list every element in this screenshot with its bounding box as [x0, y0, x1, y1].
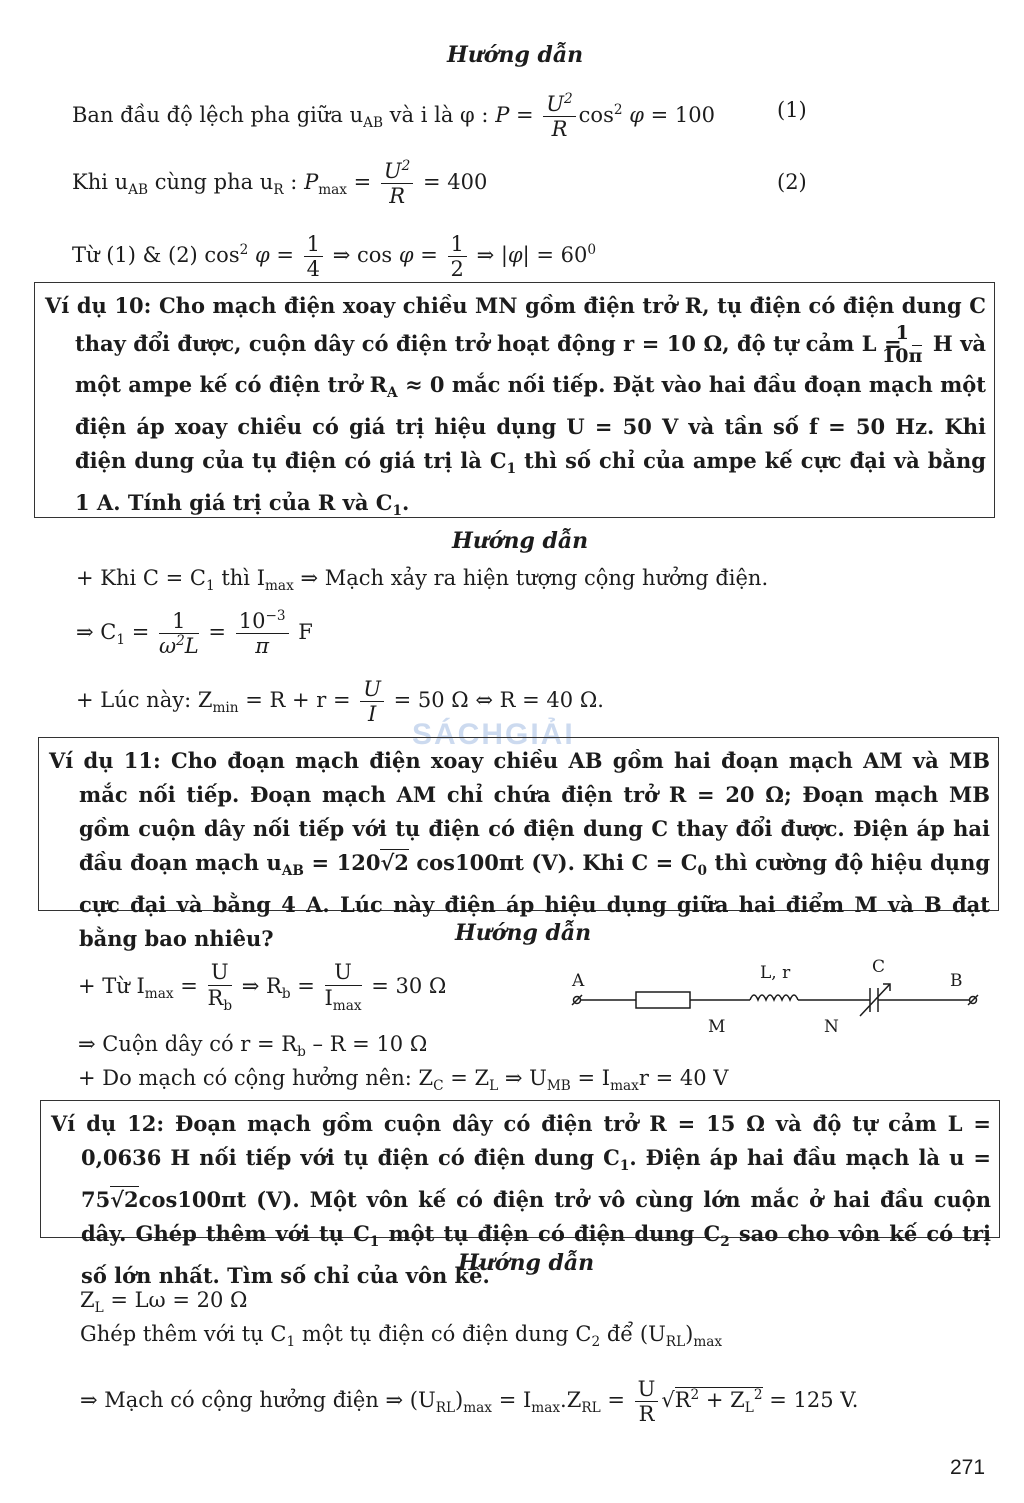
- text: ⇒ U: [504, 1066, 547, 1090]
- text: = Lω = 20 Ω: [110, 1288, 248, 1312]
- text: và i là φ :: [389, 103, 489, 127]
- sol12-line1: $Z_L = L\omega = 20$ Ω: [80, 1288, 248, 1317]
- node-label-m: M: [708, 1017, 726, 1037]
- watermark-logo: SÁCHGIẢI: [412, 718, 575, 751]
- text: Ban đầu độ lệch pha giữa u: [72, 103, 364, 127]
- node-label-b: B: [950, 971, 963, 991]
- text: Từ (1) & (2): [72, 243, 198, 267]
- capacitor-label: C: [872, 957, 886, 977]
- text: ⇒ Cuộn dây có r = R: [78, 1032, 298, 1056]
- text: một tụ điện có điện dung C: [388, 1221, 721, 1247]
- equation-tag: (1): [777, 98, 807, 122]
- section-heading: Hướng dẫn: [452, 528, 589, 554]
- text: Cho đoạn mạch điện xoay chiều AB gồm hai đoạn mạch AM và MB mắc nối tiếp. Đoạn mạch AM chỉ chứa điện trở R = 20 Ω; Đoạn mạch MB gồm cuộn dây nối tiếp với tụ điện có điện dung C thay đổi được. Điện áp hai đầu đoạn mạch u: [79, 748, 990, 875]
- text: = Z: [450, 1066, 490, 1090]
- page-number: 271: [950, 1456, 986, 1479]
- text: = 125 V.: [769, 1388, 859, 1412]
- inductor-coil-symbol: [750, 995, 798, 1000]
- text: =: [607, 1388, 625, 1412]
- text: .: [402, 490, 410, 516]
- text: = R + r =: [245, 688, 351, 712]
- section-heading: Hướng dẫn: [458, 1250, 595, 1276]
- text: H và một ampe kế có điện trở R: [75, 330, 987, 397]
- example-10-box: [34, 282, 995, 518]
- section-heading: Hướng dẫn: [455, 920, 592, 946]
- text: thì cường độ hiệu dụng cực đại và bằng 4 A. Lúc này điện áp hiệu dụng giữa hai điểm M và B đạt bằng bao nhiêu?: [79, 850, 991, 952]
- text: + Lúc này: Z: [76, 688, 213, 712]
- subscript: AB: [363, 115, 383, 132]
- node-label-n: N: [824, 1017, 839, 1037]
- text: ⇒ C: [76, 620, 117, 644]
- text: ≈ 0 mắc nối tiếp. Đặt vào hai đầu đoạn mạch một điện áp xoay chiều có giá trị hiệu dụng U = 50 V và tần số f = 50 Hz. Khi điện dung của tụ điện có giá trị là C: [75, 371, 987, 473]
- example-12-text: Ví dụ 12: Đoạn mạch gồm cuộn dây có điện trở R = 15 Ω và độ tự cảm L = 0,0636 H nối tiếp với tụ điện có điện dung $C_1$. Điện áp hai đầu mạch là u = 75√2cos100πt (V). Một vôn kế có điện trở vô cùng lớn mắc ở hai đầu cuộn dây. Ghép thêm với tụ $C_1$ một tụ điện có điện dung $C_2$ sao cho vôn kế có trị số lớn nhất. Tìm số chỉ của vôn kế.: [51, 1111, 992, 1289]
- text: – R = 10 Ω: [312, 1032, 428, 1056]
- sol10-line1: + Khi $C = C_1$ thì $I_{max}$ ⇒ Mạch xảy ra hiện tượng cộng hưởng điện.: [76, 566, 769, 595]
- sol9-line1: Ban đầu độ lệch pha giữa $u_{AB}$ và i là φ : P = $\frac{U^2}{R}$ $\cos^2 \varphi = 100$: [72, 90, 715, 141]
- text: Ghép thêm với tụ C: [80, 1322, 287, 1346]
- sol11-line3: + Do mạch có cộng hưởng nên: $Z_C = Z_L$ ⇒ $U_{MB} = I_{max}r = 40$ V: [78, 1066, 729, 1095]
- sol11-line1: + Từ $I_{max}$ = $\frac{U}{R_b}$ ⇒ $R_b$ = $\frac{U}{I_{max}}$ = 30 Ω: [78, 960, 447, 1014]
- text: .Z: [560, 1388, 582, 1412]
- text: thì số chỉ của ampe kế cực đại và bằng 1 A. Tính giá trị của R và C: [75, 447, 986, 516]
- text: Cho mạch điện xoay chiều MN gồm điện trở R, tụ điện có điện dung C thay đổi được, cuộn dây có điện trở hoạt động r = 10 Ω, độ tự cảm L =: [75, 293, 987, 356]
- text: sao cho vôn kế có trị số lớn nhất. Tìm số chỉ của vôn kế.: [81, 1221, 992, 1289]
- text: một tụ điện có điện dung C: [301, 1322, 592, 1346]
- sol9-line2: Khi $u_{AB}$ cùng pha $u_R$ : $P_{max}$ = $\frac{U^2}{R}$ = 400: [72, 157, 488, 208]
- resistor-symbol: [636, 992, 690, 1008]
- section-heading: Hướng dẫn: [447, 42, 584, 68]
- text: cos100πt (V). Khi C = C: [416, 850, 698, 875]
- sol11-line2: ⇒ Cuộn dây có $r = R_b - R = 10$ Ω: [78, 1032, 428, 1061]
- coil-label: L, r: [760, 963, 791, 983]
- example-label: Ví dụ 10:: [45, 293, 152, 318]
- text: = I: [577, 1066, 611, 1090]
- sol12-line3: ⇒ Mạch có cộng hưởng điện ⇒ $(U_{RL})_{max} = I_{max}.Z_{RL}$ = $\frac{U}{R}$ $√R^2 + Z_L^2 = 125$ V.: [80, 1376, 859, 1426]
- node-label-a: A: [572, 971, 585, 991]
- text: r = 40 V: [638, 1066, 729, 1090]
- text: cùng pha u: [154, 170, 274, 194]
- unit: F: [298, 620, 313, 644]
- text: . Điện áp hai đầu mạch là u = 75: [81, 1145, 991, 1213]
- text: = 30 Ω: [371, 974, 447, 998]
- example-11-text: Ví dụ 11: Cho đoạn mạch điện xoay chiều AB gồm hai đoạn mạch AM và MB mắc nối tiếp. Đoạn mạch AM chỉ chứa điện trở R = 20 Ω; Đoạn mạch MB gồm cuộn dây nối tiếp với tụ điện có điện dung C thay đổi được. Điện áp hai đầu đoạn mạch $u_{AB} = 120√2$ cos100πt (V). Khi $C = C_0$ thì cường độ hiệu dụng cực đại và bằng 4 A. Lúc này điện áp hiệu dụng giữa hai điểm M và B đạt bằng bao nhiêu?: [49, 748, 991, 952]
- example-label: Ví dụ 12:: [51, 1111, 165, 1136]
- sol10-line2: ⇒ $C_1$ = $\frac{1}{\omega^2L}$ = $\frac{10^{-3}}{\pi}$ F: [76, 607, 313, 658]
- text: ⇒ Mạch xảy ra hiện tượng cộng hưởng điện.: [300, 566, 769, 590]
- text: Z: [80, 1288, 95, 1312]
- sol12-line2: Ghép thêm với tụ $C_1$ một tụ điện có điện dung $C_2$ để $(U_{RL})_{max}$: [80, 1322, 723, 1351]
- example-10-text: Ví dụ 10: Cho mạch điện xoay chiều MN gồm điện trở R, tụ điện có điện dung C thay đổi được, cuộn dây có điện trở hoạt động r = 10 Ω, độ tự cảm L = $\frac{1}{10\pi}$ H và một ampe kế có điện trở $R_A \approx 0$ mắc nối tiếp. Đặt vào hai đầu đoạn mạch một điện áp xoay chiều có giá trị hiệu dụng U = 50 V và tần số f = 50 Hz. Khi điện dung của tụ điện có giá trị là $C_1$ thì số chỉ của ampe kế cực đại và bằng 1 A. Tính giá trị của R và $C_1$.: [45, 293, 987, 520]
- subscript: R: [273, 182, 284, 199]
- text: = 120: [311, 850, 381, 875]
- text: để: [606, 1322, 634, 1346]
- text: thì I: [221, 566, 265, 590]
- text: + Khi C = C: [76, 566, 206, 590]
- text: = I: [498, 1388, 532, 1412]
- text: Đoạn mạch gồm cuộn dây có điện trở R = 15 Ω và độ tự cảm L = 0,0636 H nối tiếp với tụ điện có điện dung C: [81, 1111, 992, 1170]
- example-label: Ví dụ 11:: [49, 748, 161, 773]
- text: :: [290, 170, 298, 194]
- circuit-diagram: [560, 950, 1000, 1040]
- text: cos100πt (V). Một vôn kế có điện trở vô cùng lớn mắc ở hai đầu cuộn dây. Ghép thêm với tụ C: [81, 1187, 991, 1247]
- sol10-line3: + Lúc này: $Z_{min} = R + r$ = $\frac{U}{I}$ = 50 Ω ⇔ R = 40 Ω.: [76, 676, 604, 726]
- text: + Do mạch có cộng hưởng nên: Z: [78, 1066, 434, 1090]
- sol9-line3: Từ (1) & (2) $\cos^2 \varphi$ = $\frac{1}{4}$ ⇒ cos φ = $\frac{1}{2}$ ⇒ $|\varphi| = 60^0$: [72, 231, 597, 281]
- subscript: AB: [128, 182, 149, 199]
- text: + Từ I: [78, 974, 145, 998]
- text: Khi u: [72, 170, 129, 194]
- text: ⇒ Mạch có cộng hưởng điện ⇒: [80, 1388, 404, 1412]
- equation-tag: (2): [777, 170, 807, 194]
- text: = 50 Ω ⇔ R = 40 Ω.: [393, 688, 604, 712]
